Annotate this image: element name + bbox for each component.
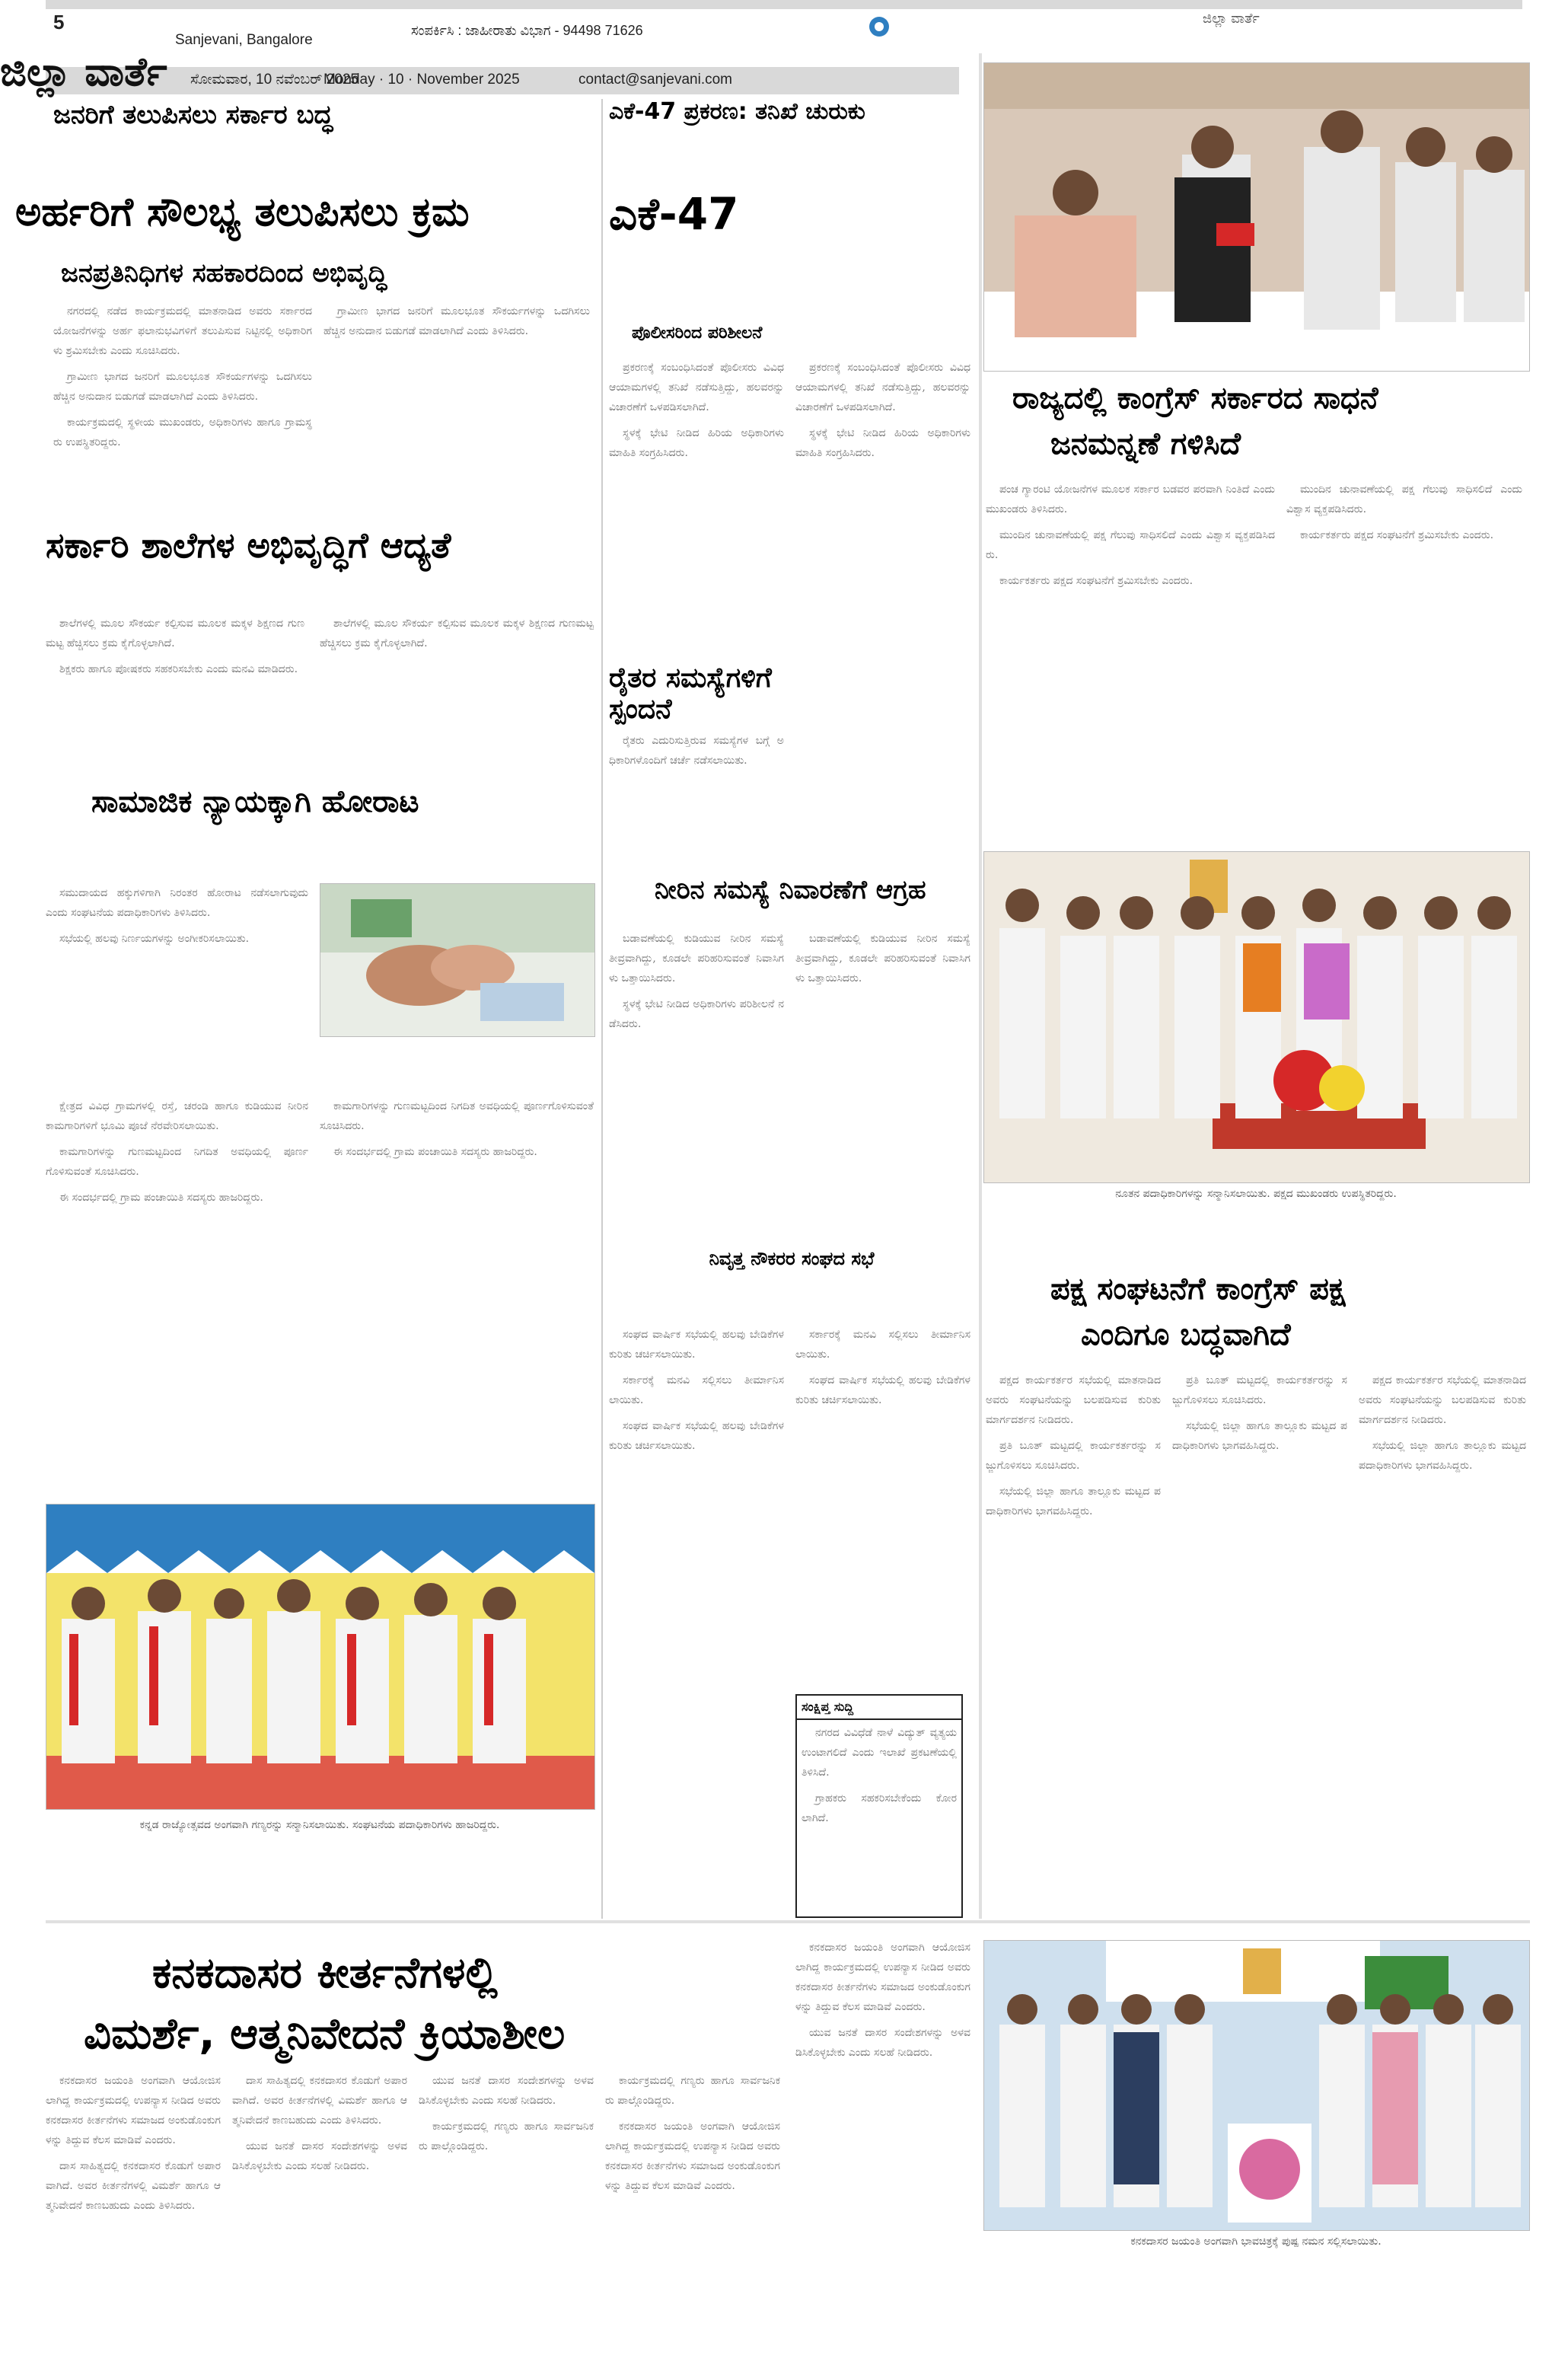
paragraph: ಕಾಮಗಾರಿಗಳನ್ನು ಗುಣಮಟ್ಟದಿಂದ ನಿಗದಿತ ಅವಧಿಯಲ್ಲಿ ಪೂರ್ಣಗೊಳಿಸುವಂತೆ ಸೂಚಿಸಿದರು. bbox=[320, 1100, 594, 1132]
masthead-contact: ಸಂಪರ್ಕಿಸಿ : ಜಾಹೀರಾತು ವಿಭಾಗ - 94498 71626 bbox=[411, 23, 643, 38]
paragraph: ಗ್ರಾಹಕರು ಸಹಕರಿಸಬೇಕೆಂದು ಕೋರಲಾಗಿದೆ. bbox=[802, 1792, 957, 1825]
paragraph: ಯುವ ಜನತೆ ದಾಸರ ಸಂದೇಶಗಳನ್ನು ಅಳವಡಿಸಿಕೊಳ್ಳಬೇಕು ಎಂದು ಸಲಹೆ ನೀಡಿದರು. bbox=[795, 2027, 970, 2059]
paragraph: ಕ್ಷೇತ್ರದ ವಿವಿಧ ಗ್ರಾಮಗಳಲ್ಲಿ ರಸ್ತೆ, ಚರಂಡಿ ಹಾಗೂ ಕುಡಿಯುವ ನೀರಿನ ಕಾಮಗಾರಿಗಳಿಗೆ ಭೂಮಿ ಪೂಜೆ ನೆರವೇರಿಸಲಾಯಿತು. bbox=[46, 1100, 308, 1132]
paragraph: ಪ್ರತಿ ಬೂತ್ ಮಟ್ಟದಲ್ಲಿ ಕಾರ್ಯಕರ್ತರನ್ನು ಸಜ್ಜುಗೊಳಿಸಲು ಸೂಚಿಸಿದರು. bbox=[986, 1440, 1161, 1472]
article-7-headline: ನೀರಿನ ಸಮಸ್ಯೆ ನಿವಾರಣೆಗೆ ಆಗ್ರಹ bbox=[655, 875, 926, 905]
article-3-body bbox=[46, 614, 304, 812]
paragraph: ಕಾರ್ಯಕರ್ತರು ಪಕ್ಷದ ಸಂಘಟನೆಗೆ ಶ್ರಮಿಸಬೇಕು ಎಂದರು. bbox=[999, 575, 1194, 587]
paragraph: ದಾಸ ಸಾಹಿತ್ಯದಲ್ಲಿ ಕನಕದಾಸರ ಕೊಡುಗೆ ಅಪಾರವಾಗಿದೆ. ಅವರ ಕೀರ್ತನೆಗಳಲ್ಲಿ ವಿಮರ್ಶೆ ಹಾಗೂ ಆತ್ಮನಿವೇದನೆ ಕಾಣಬಹುದು ಎಂದು ತಿಳಿಸಿದರು. bbox=[46, 2160, 221, 2212]
paragraph: ಪಕ್ಷದ ಕಾರ್ಯಕರ್ತರ ಸಭೆಯಲ್ಲಿ ಮಾತನಾಡಿದ ಅವರು ಸಂಘಟನೆಯನ್ನು ಬಲಪಡಿಸುವ ಕುರಿತು ಮಾರ್ಗದರ್ಶನ ನೀಡಿದರು. bbox=[1359, 1374, 1526, 1426]
article-10-body-col2 bbox=[1172, 1371, 1347, 1903]
paragraph: ಕನಕದಾಸರ ಜಯಂತಿ ಅಂಗವಾಗಿ ಆಯೋಜಿಸಲಾಗಿದ್ದ ಕಾರ್ಯಕ್ರಮದಲ್ಲಿ ಉಪನ್ಯಾಸ ನೀಡಿದ ಅವರು ಕನಕದಾಸರ ಕೀರ್ತನೆಗಳು ಸಮಾಜದ ಅಂಕುಡೊಂಕುಗಳನ್ನು ತಿದ್ದುವ ಕೆಲಸ ಮಾಡಿವೆ ಎಂದರು. bbox=[46, 2075, 221, 2146]
brief-news-title: ಸಂಕ್ಷಿಪ್ತ ಸುದ್ದಿ bbox=[797, 1696, 961, 1720]
article-2-body-col2 bbox=[795, 358, 970, 739]
distribution-photo bbox=[983, 62, 1530, 372]
article-11-headline-2: ವಿಮರ್ಶೆ, ಆತ್ಮನಿವೇದನೆ ಕ್ರಿಯಾಶೀಲ bbox=[84, 2009, 566, 2059]
date-english: Monday · 10 · November 2025 bbox=[323, 72, 520, 88]
article-5-body-col2 bbox=[320, 1096, 594, 1477]
paragraph: ಪಕ್ಷದ ಕಾರ್ಯಕರ್ತರ ಸಭೆಯಲ್ಲಿ ಮಾತನಾಡಿದ ಅವರು ಸಂಘಟನೆಯನ್ನು ಬಲಪಡಿಸುವ ಕುರಿತು ಮಾರ್ಗದರ್ಶನ ನೀಡಿದರು. bbox=[986, 1374, 1161, 1426]
paragraph: ಮುಂದಿನ ಚುನಾವಣೆಯಲ್ಲಿ ಪಕ್ಷ ಗೆಲುವು ಸಾಧಿಸಲಿದೆ ಎಂದು ವಿಶ್ವಾಸ ವ್ಯಕ್ತಪಡಿಸಿದರು. bbox=[986, 529, 1275, 561]
column-rule bbox=[979, 53, 982, 1919]
paragraph: ಬಡಾವಣೆಯಲ್ಲಿ ಕುಡಿಯುವ ನೀರಿನ ಸಮಸ್ಯೆ ತೀವ್ರವಾಗಿದ್ದು, ಕೂಡಲೇ ಪರಿಹರಿಸುವಂತೆ ನಿವಾಸಿಗಳು ಒತ್ತಾಯಿಸಿದರು. bbox=[795, 933, 970, 984]
article-11-body-col5 bbox=[795, 1938, 970, 2330]
paragraph: ಸಂಘದ ವಾರ್ಷಿಕ ಸಭೆಯಲ್ಲಿ ಹಲವು ಬೇಡಿಕೆಗಳ ಕುರಿತು ಚರ್ಚಿಸಲಾಯಿತು. bbox=[609, 1420, 784, 1452]
article-4-headline: ಸಾಮಾಜಿಕ ನ್ಯಾಯಕ್ಕಾಗಿ ಹೋರಾಟ bbox=[91, 784, 419, 819]
article-2-subhead: ಪೊಲೀಸರಿಂದ ಪರಿಶೀಲನೆ bbox=[632, 324, 763, 343]
paragraph: ಶಿಕ್ಷಕರು ಹಾಗೂ ಪೋಷಕರು ಸಹಕರಿಸಬೇಕು ಎಂದು ಮನವಿ ಮಾಡಿದರು. bbox=[59, 663, 298, 675]
article-2-headline: ಎಕೆ-47 ಪ್ರಕರಣ: ತನಿಖೆ ಚುರುಕು bbox=[609, 98, 865, 125]
paragraph: ಕನಕದಾಸರ ಜಯಂತಿ ಅಂಗವಾಗಿ ಆಯೋಜಿಸಲಾಗಿದ್ದ ಕಾರ್ಯಕ್ರಮದಲ್ಲಿ ಉಪನ್ಯಾಸ ನೀಡಿದ ಅವರು ಕನಕದಾಸರ ಕೀರ್ತನೆಗಳು ಸಮಾಜದ ಅಂಕುಡೊಂಕುಗಳನ್ನು ತಿದ್ದುವ ಕೆಲಸ ಮಾಡಿವೆ ಎಂದರು. bbox=[795, 1942, 970, 2013]
article-1-body bbox=[53, 302, 312, 621]
paragraph: ನಗರದಲ್ಲಿ ನಡೆದ ಕಾರ್ಯಕ್ರಮದಲ್ಲಿ ಮಾತನಾಡಿದ ಅವರು ಸರ್ಕಾರದ ಯೋಜನೆಗಳನ್ನು ಅರ್ಹ ಫಲಾನುಭವಿಗಳಿಗೆ ತಲುಪಿಸುವ ನಿಟ್ಟಿನಲ್ಲಿ ಅಧಿಕಾರಿಗಳು ಶ್ರಮಿಸಬೇಕು ಎಂದು ಸೂಚಿಸಿದರು. bbox=[53, 305, 312, 357]
article-1-headline: ಅರ್ಹರಿಗೆ ಸೌಲಭ್ಯ ತಲುಪಿಸಲು ಕ್ರಮ bbox=[15, 190, 470, 235]
paragraph: ಗ್ರಾಮೀಣ ಭಾಗದ ಜನರಿಗೆ ಮೂಲಭೂತ ಸೌಕರ್ಯಗಳನ್ನು ಒದಗಿಸಲು ಹೆಚ್ಚಿನ ಅನುದಾನ ಬಿಡುಗಡೆ ಮಾಡಲಾಗಿದೆ ಎಂದು ತಿಳಿಸಿದರು. bbox=[53, 371, 312, 403]
kanakadasa-caption: ಕನಕದಾಸರ ಜಯಂತಿ ಅಂಗವಾಗಿ ಭಾವಚಿತ್ರಕ್ಕೆ ಪುಷ್ಪ ನಮನ ಸಲ್ಲಿಸಲಾಯಿತು. bbox=[1130, 2235, 1382, 2248]
article-11-headline-1: ಕನಕದಾಸರ ಕೀರ್ತನೆಗಳಲ್ಲಿ bbox=[152, 1948, 498, 1998]
sanjevani-logo-icon bbox=[803, 11, 955, 41]
paragraph: ಮುಂದಿನ ಚುನಾವಣೆಯಲ್ಲಿ ಪಕ್ಷ ಗೆಲುವು ಸಾಧಿಸಲಿದೆ ಎಂದು ವಿಶ್ವಾಸ ವ್ಯಕ್ತಪಡಿಸಿದರು. bbox=[1286, 483, 1522, 515]
paragraph: ಶಾಲೆಗಳಲ್ಲಿ ಮೂಲ ಸೌಕರ್ಯ ಕಲ್ಪಿಸುವ ಮೂಲಕ ಮಕ್ಕಳ ಶಿಕ್ಷಣದ ಗುಣಮಟ್ಟ ಹೆಚ್ಚಿಸಲು ಕ್ರಮ ಕೈಗೊಳ್ಳಲಾಗಿದೆ. bbox=[320, 617, 594, 649]
paragraph: ಕಾಮಗಾರಿಗಳನ್ನು ಗುಣಮಟ್ಟದಿಂದ ನಿಗದಿತ ಅವಧಿಯಲ್ಲಿ ಪೂರ್ಣಗೊಳಿಸುವಂತೆ ಸೂಚಿಸಿದರು. bbox=[46, 1146, 308, 1178]
paragraph: ಕಾರ್ಯಕ್ರಮದಲ್ಲಿ ಸ್ಥಳೀಯ ಮುಖಂಡರು, ಅಧಿಕಾರಿಗಳು ಹಾಗೂ ಗ್ರಾಮಸ್ಥರು ಉಪಸ್ಥಿತರಿದ್ದರು. bbox=[53, 416, 312, 448]
article-7-body bbox=[609, 929, 784, 1218]
brief-news-box bbox=[795, 1694, 963, 1918]
article-7-body-col2 bbox=[795, 929, 970, 1218]
paragraph: ಸಭೆಯಲ್ಲಿ ಜಿಲ್ಲಾ ಹಾಗೂ ತಾಲ್ಲೂಕು ಮಟ್ಟದ ಪದಾಧಿಕಾರಿಗಳು ಭಾಗವಹಿಸಿದ್ದರು. bbox=[1359, 1440, 1526, 1472]
paragraph: ಸಭೆಯಲ್ಲಿ ಹಲವು ನಿರ್ಣಯಗಳನ್ನು ಅಂಗೀಕರಿಸಲಾಯಿತು. bbox=[59, 933, 250, 945]
paragraph: ಸಂಘದ ವಾರ್ಷಿಕ ಸಭೆಯಲ್ಲಿ ಹಲವು ಬೇಡಿಕೆಗಳ ಕುರಿತು ಚರ್ಚಿಸಲಾಯಿತು. bbox=[609, 1329, 784, 1361]
masthead-bar bbox=[46, 0, 1522, 9]
section-divider bbox=[46, 1920, 1530, 1923]
article-11-body bbox=[46, 2071, 221, 2330]
brief-news-body bbox=[797, 1720, 961, 1909]
paragraph: ಸರ್ಕಾರಕ್ಕೆ ಮನವಿ ಸಲ್ಲಿಸಲು ತೀರ್ಮಾನಿಸಲಾಯಿತು. bbox=[795, 1329, 970, 1361]
paragraph: ಸಭೆಯಲ್ಲಿ ಜಿಲ್ಲಾ ಹಾಗೂ ತಾಲ್ಲೂಕು ಮಟ್ಟದ ಪದಾಧಿಕಾರಿಗಳು ಭಾಗವಹಿಸಿದ್ದರು. bbox=[986, 1485, 1161, 1517]
paragraph: ಪ್ರಕರಣಕ್ಕೆ ಸಂಬಂಧಿಸಿದಂತೆ ಪೊಲೀಸರು ವಿವಿಧ ಆಯಾಮಗಳಲ್ಲಿ ತನಿಖೆ ನಡೆಸುತ್ತಿದ್ದು, ಹಲವರನ್ನು ವಿಚಾರಣೆಗೆ ಒಳಪಡಿಸಲಾಗಿದೆ. bbox=[795, 362, 970, 413]
paragraph: ನಗರದ ವಿವಿಧೆಡೆ ನಾಳೆ ವಿದ್ಯುತ್ ವ್ಯತ್ಯಯ ಉಂಟಾಗಲಿದೆ ಎಂದು ಇಲಾಖೆ ಪ್ರಕಟಣೆಯಲ್ಲಿ ತಿಳಿಸಿದೆ. bbox=[802, 1727, 957, 1779]
paragraph: ದಾಸ ಸಾಹಿತ್ಯದಲ್ಲಿ ಕನಕದಾಸರ ಕೊಡುಗೆ ಅಪಾರವಾಗಿದೆ. ಅವರ ಕೀರ್ತನೆಗಳಲ್ಲಿ ವಿಮರ್ಶೆ ಹಾಗೂ ಆತ್ಮನಿವೇದನೆ ಕಾಣಬಹುದು ಎಂದು ತಿಳಿಸಿದರು. bbox=[232, 2075, 407, 2127]
article-8-body bbox=[609, 1325, 784, 1888]
article-3-body-col2 bbox=[320, 614, 594, 743]
paragraph: ಗ್ರಾಮೀಣ ಭಾಗದ ಜನರಿಗೆ ಮೂಲಭೂತ ಸೌಕರ್ಯಗಳನ್ನು ಒದಗಿಸಲು ಹೆಚ್ಚಿನ ಅನುದಾನ ಬಿಡುಗಡೆ ಮಾಡಲಾಗಿದೆ ಎಂದು ತಿಳಿಸಿದರು. bbox=[323, 305, 590, 337]
article-9-body bbox=[986, 480, 1275, 838]
paragraph: ಯುವ ಜನತೆ ದಾಸರ ಸಂದೇಶಗಳನ್ನು ಅಳವಡಿಸಿಕೊಳ್ಳಬೇಕು ಎಂದು ಸಲಹೆ ನೀಡಿದರು. bbox=[419, 2075, 594, 2107]
article-4-body bbox=[46, 883, 308, 1074]
paragraph: ಕಾರ್ಯಕ್ರಮದಲ್ಲಿ ಗಣ್ಯರು ಹಾಗೂ ಸಾರ್ವಜನಿಕರು ಪಾಲ್ಗೊಂಡಿದ್ದರು. bbox=[605, 2075, 780, 2107]
paragraph: ಈ ಸಂದರ್ಭದಲ್ಲಿ ಗ್ರಾಮ ಪಂಚಾಯಿತಿ ಸದಸ್ಯರು ಹಾಜರಿದ್ದರು. bbox=[59, 1192, 263, 1204]
rajyotsava-caption: ಕನ್ನಡ ರಾಜ್ಯೋತ್ಸವದ ಅಂಗವಾಗಿ ಗಣ್ಯರನ್ನು ಸನ್ಮಾನಿಸಲಾಯಿತು. ಸಂಘಟನೆಯ ಪದಾಧಿಕಾರಿಗಳು ಹಾಜರಿದ್ದರು. bbox=[139, 1819, 500, 1831]
article-11-body-col2 bbox=[232, 2071, 407, 2330]
article-8-headline: ನಿವೃತ್ತ ನೌಕರರ ಸಂಘದ ಸಭೆ bbox=[709, 1248, 875, 1269]
article-1-subhead: ಜನಪ್ರತಿನಿಧಿಗಳ ಸಹಕಾರದಿಂದ ಅಭಿವೃದ್ಧಿ bbox=[61, 258, 387, 289]
paragraph: ಸಭೆಯಲ್ಲಿ ಜಿಲ್ಲಾ ಹಾಗೂ ತಾಲ್ಲೂಕು ಮಟ್ಟದ ಪದಾಧಿಕಾರಿಗಳು ಭಾಗವಹಿಸಿದ್ದರು. bbox=[1172, 1420, 1347, 1452]
article-11-body-col3 bbox=[419, 2071, 594, 2330]
paragraph: ಶಾಲೆಗಳಲ್ಲಿ ಮೂಲ ಸೌಕರ್ಯ ಕಲ್ಪಿಸುವ ಮೂಲಕ ಮಕ್ಕಳ ಶಿಕ್ಷಣದ ಗುಣಮಟ್ಟ ಹೆಚ್ಚಿಸಲು ಕ್ರಮ ಕೈಗೊಳ್ಳಲಾಗಿದೆ. bbox=[46, 617, 304, 649]
paragraph: ಪಂಚ ಗ್ಯಾರಂಟಿ ಯೋಜನೆಗಳ ಮೂಲಕ ಸರ್ಕಾರ ಬಡವರ ಪರವಾಗಿ ನಿಂತಿದೆ ಎಂದು ಮುಖಂಡರು ತಿಳಿಸಿದರು. bbox=[986, 483, 1275, 515]
article-6-headline: ರೈತರ ಸಮಸ್ಯೆಗಳಿಗೆ ಸ್ಪಂದನೆ bbox=[609, 662, 772, 726]
article-1-kicker: ಜನರಿಗೆ ತಲುಪಿಸಲು ಸರ್ಕಾರ ಬದ್ಧ bbox=[53, 100, 333, 130]
date-kannada: ಸೋಮವಾರ, 10 ನವೆಂಬರ್ 2025 bbox=[190, 72, 359, 88]
article-5-body bbox=[46, 1096, 308, 1477]
rajyotsava-photo bbox=[46, 1504, 595, 1810]
page-number: 5 bbox=[53, 11, 65, 34]
paragraph: ಕನಕದಾಸರ ಜಯಂತಿ ಅಂಗವಾಗಿ ಆಯೋಜಿಸಲಾಗಿದ್ದ ಕಾರ್ಯಕ್ರಮದಲ್ಲಿ ಉಪನ್ಯಾಸ ನೀಡಿದ ಅವರು ಕನಕದಾಸರ ಕೀರ್ತನೆಗಳು ಸಮಾಜದ ಅಂಕುಡೊಂಕುಗಳನ್ನು ತಿದ್ದುವ ಕೆಲಸ ಮಾಡಿವೆ ಎಂದರು. bbox=[605, 2120, 780, 2192]
column-rule bbox=[601, 99, 603, 1919]
paragraph: ಸರ್ಕಾರಕ್ಕೆ ಮನವಿ ಸಲ್ಲಿಸಲು ತೀರ್ಮಾನಿಸಲಾಯಿತು. bbox=[609, 1374, 784, 1406]
article-10-body bbox=[986, 1371, 1161, 1903]
paragraph: ಪ್ರಕರಣಕ್ಕೆ ಸಂಬಂಧಿಸಿದಂತೆ ಪೊಲೀಸರು ವಿವಿಧ ಆಯಾಮಗಳಲ್ಲಿ ತನಿಖೆ ನಡೆಸುತ್ತಿದ್ದು, ಹಲವರನ್ನು ವಿಚಾರಣೆಗೆ ಒಳಪಡಿಸಲಾಗಿದೆ. bbox=[609, 362, 784, 413]
article-9-body-col2 bbox=[1286, 480, 1522, 838]
article-2-big-number: ಎಕೆ-47 bbox=[609, 188, 739, 240]
article-1-body-col2 bbox=[323, 302, 590, 423]
article-8-body-col2 bbox=[795, 1325, 970, 1675]
paragraph: ಸಂಘದ ವಾರ್ಷಿಕ ಸಭೆಯಲ್ಲಿ ಹಲವು ಬೇಡಿಕೆಗಳ ಕುರಿತು ಚರ್ಚಿಸಲಾಯಿತು. bbox=[795, 1374, 970, 1406]
section-title: ಜಿಲ್ಲಾ ವಾರ್ತೆ bbox=[0, 49, 167, 95]
paragraph: ಸ್ಥಳಕ್ಕೆ ಭೇಟಿ ನೀಡಿದ ಹಿರಿಯ ಅಧಿಕಾರಿಗಳು ಮಾಹಿತಿ ಸಂಗ್ರಹಿಸಿದರು. bbox=[795, 427, 970, 459]
felicitation-caption: ನೂತನ ಪದಾಧಿಕಾರಿಗಳನ್ನು ಸನ್ಮಾನಿಸಲಾಯಿತು. ಪಕ್ಷದ ಮುಖಂಡರು ಉಪಸ್ಥಿತರಿದ್ದರು. bbox=[1115, 1188, 1397, 1200]
article-4-photo bbox=[320, 883, 595, 1037]
paragraph: ಯುವ ಜನತೆ ದಾಸರ ಸಂದೇಶಗಳನ್ನು ಅಳವಡಿಸಿಕೊಳ್ಳಬೇಕು ಎಂದು ಸಲಹೆ ನೀಡಿದರು. bbox=[232, 2140, 407, 2172]
paragraph: ಸಮುದಾಯದ ಹಕ್ಕುಗಳಿಗಾಗಿ ನಿರಂತರ ಹೋರಾಟ ನಡೆಸಲಾಗುವುದು ಎಂದು ಸಂಘಟನೆಯ ಪದಾಧಿಕಾರಿಗಳು ತಿಳಿಸಿದರು. bbox=[46, 887, 308, 919]
article-11-body-col4 bbox=[605, 2071, 780, 2330]
article-10-headline-1: ಪಕ್ಷ ಸಂಘಟನೆಗೆ ಕಾಂಗ್ರೆಸ್ ಪಕ್ಷ bbox=[1050, 1272, 1346, 1307]
article-10-body-col3 bbox=[1359, 1371, 1526, 1903]
article-10-headline-2: ಎಂದಿಗೂ ಬದ್ಧವಾಗಿದೆ bbox=[1081, 1317, 1291, 1352]
paragraph: ಕಾರ್ಯಕರ್ತರು ಪಕ್ಷದ ಸಂಘಟನೆಗೆ ಶ್ರಮಿಸಬೇಕು ಎಂದರು. bbox=[1300, 529, 1494, 541]
article-9-headline-2: ಜನಮನ್ನಣೆ ಗಳಿಸಿದೆ bbox=[1050, 426, 1241, 461]
article-9-headline-1: ರಾಜ್ಯದಲ್ಲಿ ಕಾಂಗ್ರೆಸ್ ಸರ್ಕಾರದ ಸಾಧನೆ bbox=[1012, 381, 1378, 416]
paragraph: ರೈತರು ಎದುರಿಸುತ್ತಿರುವ ಸಮಸ್ಯೆಗಳ ಬಗ್ಗೆ ಅಧಿಕಾರಿಗಳೊಂದಿಗೆ ಚರ್ಚೆ ನಡೆಸಲಾಯಿತು. bbox=[609, 735, 784, 767]
paragraph: ಕಾರ್ಯಕ್ರಮದಲ್ಲಿ ಗಣ್ಯರು ಹಾಗೂ ಸಾರ್ವಜನಿಕರು ಪಾಲ್ಗೊಂಡಿದ್ದರು. bbox=[419, 2120, 594, 2152]
article-2-body bbox=[609, 358, 784, 632]
article-3-headline: ಸರ್ಕಾರಿ ಶಾಲೆಗಳ ಅಭಿವೃದ್ಧಿಗೆ ಆದ್ಯತೆ bbox=[46, 525, 451, 566]
masthead-email: contact@sanjevani.com bbox=[578, 72, 732, 88]
kanakadasa-photo bbox=[983, 1940, 1530, 2231]
felicitation-photo bbox=[983, 851, 1530, 1183]
paragraph: ಪ್ರತಿ ಬೂತ್ ಮಟ್ಟದಲ್ಲಿ ಕಾರ್ಯಕರ್ತರನ್ನು ಸಜ್ಜುಗೊಳಿಸಲು ಸೂಚಿಸಿದರು. bbox=[1172, 1374, 1347, 1406]
paragraph: ಸ್ಥಳಕ್ಕೆ ಭೇಟಿ ನೀಡಿದ ಹಿರಿಯ ಅಧಿಕಾರಿಗಳು ಮಾಹಿತಿ ಸಂಗ್ರಹಿಸಿದರು. bbox=[609, 427, 784, 459]
paragraph: ಬಡಾವಣೆಯಲ್ಲಿ ಕುಡಿಯುವ ನೀರಿನ ಸಮಸ್ಯೆ ತೀವ್ರವಾಗಿದ್ದು, ಕೂಡಲೇ ಪರಿಹರಿಸುವಂತೆ ನಿವಾಸಿಗಳು ಒತ್ತಾಯಿಸಿದರು. bbox=[609, 933, 784, 984]
paragraph: ಸ್ಥಳಕ್ಕೆ ಭೇಟಿ ನೀಡಿದ ಅಧಿಕಾರಿಗಳು ಪರಿಶೀಲನೆ ನಡೆಸಿದರು. bbox=[609, 998, 784, 1030]
masthead-place: Sanjevani, Bangalore bbox=[175, 32, 313, 48]
section-name: ಜಿಲ್ಲಾ ವಾರ್ತೆ bbox=[1203, 11, 1260, 26]
paragraph: ಈ ಸಂದರ್ಭದಲ್ಲಿ ಗ್ರಾಮ ಪಂಚಾಯಿತಿ ಸದಸ್ಯರು ಹಾಜರಿದ್ದರು. bbox=[333, 1146, 537, 1158]
article-6-body bbox=[609, 731, 784, 883]
